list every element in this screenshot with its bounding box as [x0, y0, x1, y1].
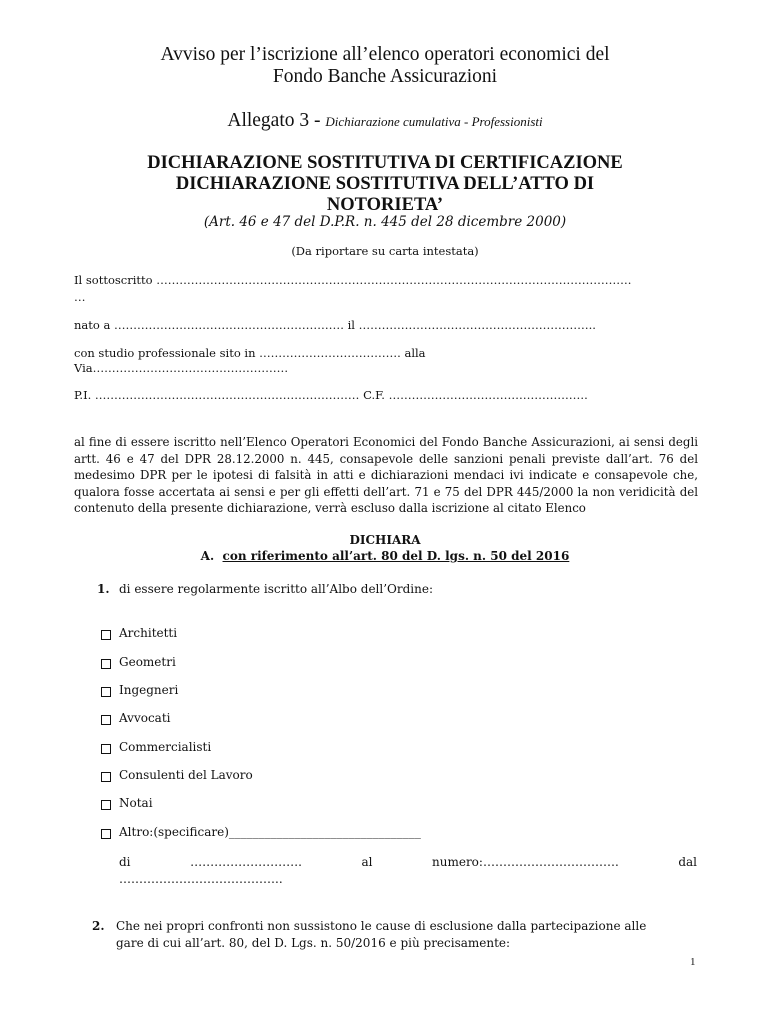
studio-field: con studio professionale sito in ………………………………. alla — [74, 346, 426, 360]
item-2-text-line2: gare di cui all’art. 80, del D. Lgs. n. 50/2016 e più precisamente: — [116, 936, 511, 950]
declaration-title-line3: NOTORIETA’ — [326, 195, 444, 215]
allegato-main: Allegato 3 - — [227, 110, 321, 131]
section-a-heading — [0, 549, 770, 563]
registration-di-label: di — [119, 855, 131, 869]
section-a-text: con riferimento all’art. 80 del D. lgs. n. 50 del 2016 — [222, 549, 570, 563]
item-1-number: 1. — [97, 582, 110, 596]
option-altro-label: Altro:(specificare)________________________________ — [119, 825, 421, 839]
option-consulenti-lavoro-label: Consulenti del Lavoro — [119, 768, 253, 782]
option-architetti-label: Architetti — [119, 626, 178, 640]
letterhead-note: (Da riportare su carta intestata) — [291, 244, 479, 258]
allegato-subtitle: Dichiarazione cumulativa - Professionisti — [325, 114, 543, 129]
registration-di-blank: ………………………. — [190, 855, 302, 869]
section-a-letter: A. — [200, 549, 215, 563]
sottoscritto-field-continued: … — [74, 290, 86, 304]
item-2-number: 2. — [92, 919, 105, 933]
declaration-title-line1: DICHIARAZIONE SOSTITUTIVA DI CERTIFICAZIONE — [147, 153, 623, 173]
checkbox-avvocati[interactable] — [101, 715, 111, 725]
checkbox-consulenti-lavoro[interactable] — [101, 772, 111, 782]
checkbox-ingegneri[interactable] — [101, 687, 111, 697]
item-2-text-line1: Che nei propri confronti non sussistono le cause di esclusione dalla partecipazione alle — [116, 919, 647, 933]
dichiara-heading: DICHIARA — [349, 533, 421, 547]
item-1-text: di essere regolarmente iscritto all’Albo dell’Ordine: — [119, 582, 434, 596]
page-number: 1 — [690, 956, 696, 968]
legal-reference: (Art. 46 e 47 del D.P.R. n. 445 del 28 dicembre 2000) — [203, 214, 567, 230]
checkbox-notai[interactable] — [101, 800, 111, 810]
registration-date-blank: ………………………………….. — [119, 872, 283, 886]
notice-title-line2: Fondo Banche Assicurazioni — [272, 66, 498, 87]
birth-field: nato a …………………………………………………… il …………………………………………………….. — [74, 318, 596, 332]
notice-title-line1: Avviso per l’iscrizione all’elenco operatori economici del — [160, 44, 610, 65]
registration-details-row — [119, 855, 697, 869]
registration-al-label: al — [361, 855, 373, 869]
checkbox-commercialisti[interactable] — [101, 744, 111, 754]
declaration-title-line2: DICHIARAZIONE SOSTITUTIVA DELL’ATTO DI — [175, 174, 595, 194]
option-notai-label: Notai — [119, 796, 153, 810]
option-ingegneri-label: Ingegneri — [119, 683, 179, 697]
option-geometri-label: Geometri — [119, 655, 176, 669]
checkbox-geometri[interactable] — [101, 659, 111, 669]
option-commercialisti-label: Commercialisti — [119, 740, 212, 754]
registration-number-blank: numero:……………………………. — [432, 855, 619, 869]
registration-dal-label: dal — [678, 855, 697, 869]
allegato-heading — [0, 110, 770, 132]
checkbox-altro[interactable] — [101, 829, 111, 839]
tax-ids-field: P.I. …………………………………………………………… C.F. ……………………………………………. — [74, 388, 588, 402]
declaration-paragraph: al fine di essere iscritto nell’Elenco Operatori Economici del Fondo Banche Assicurazioni, ai sensi degli artt. 46 e 47 del DPR 28.12.2000 n. 445, consapevole delle sanzioni penali previste dall’art. 76 del medesimo DPR per le ipotesi di falsità in atti e dichiarazioni mendaci ivi indicate e consapevole che, qualora fosse accertata ai sensi e per gli effetti dell’art. 71 e 75 del DPR 445/2000 la non veridicità del contenuto della presente dichiarazione, verrà escluso dalla iscrizione al citato Elenco — [74, 435, 698, 516]
checkbox-architetti[interactable] — [101, 630, 111, 640]
street-field: Via…………………………………………… — [74, 361, 289, 375]
sottoscritto-field: Il sottoscritto ……………………………………………………………………………………………………………. — [74, 273, 632, 287]
option-avvocati-label: Avvocati — [119, 711, 171, 725]
